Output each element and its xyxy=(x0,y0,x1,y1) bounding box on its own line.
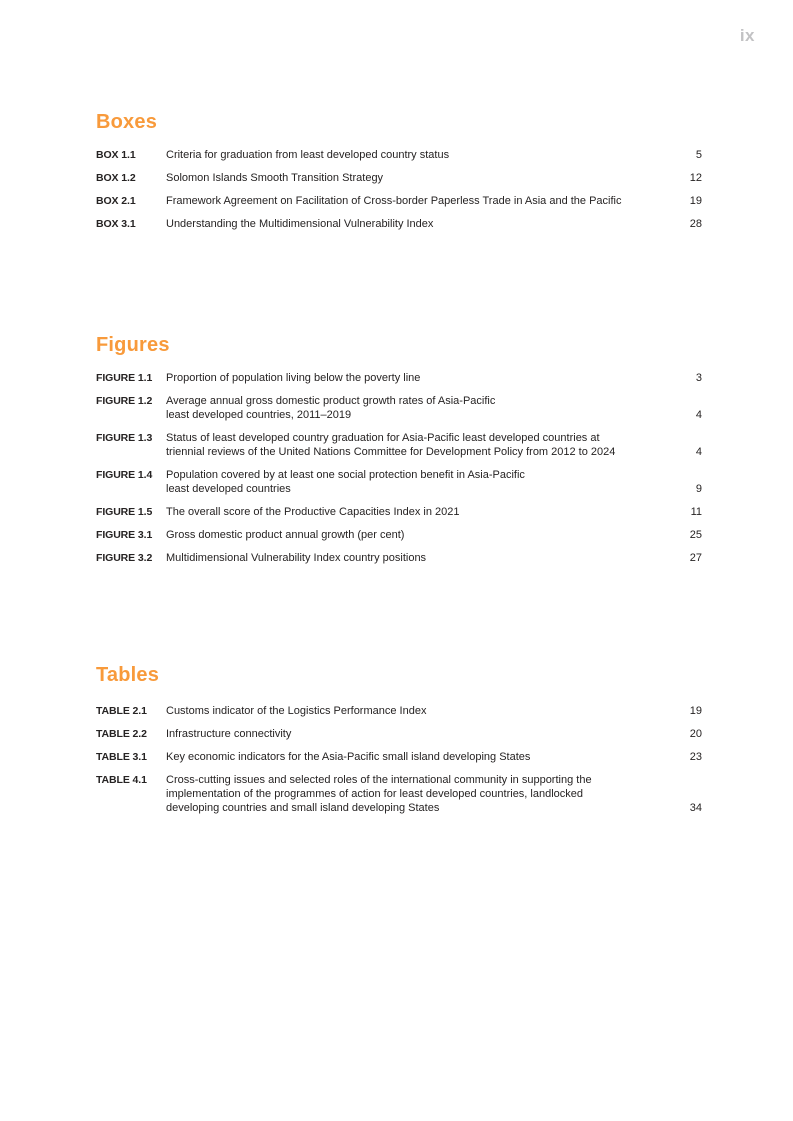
entry-title-line: least developed countries, 2011–2019 xyxy=(166,409,352,421)
entry-page-number: 25 xyxy=(689,529,702,541)
entry-title xyxy=(166,171,666,185)
entry-title-line: Solomon Islands Smooth Transition Strategy xyxy=(166,172,384,184)
entry-title xyxy=(166,551,666,565)
section-boxes xyxy=(96,112,702,231)
entry-page-number: 23 xyxy=(689,751,702,763)
entry-list xyxy=(96,148,702,231)
entry-title-line: Population covered by at least one social protection benefit in Asia-Pacific xyxy=(166,469,525,481)
entry-page-number: 28 xyxy=(689,218,702,230)
entry-title xyxy=(166,750,666,764)
toc-entry xyxy=(96,371,702,385)
entry-title-line: Understanding the Multidimensional Vulnerability Index xyxy=(166,218,434,230)
entry-page-number: 20 xyxy=(689,728,702,740)
entry-label: TABLE 2.1 xyxy=(96,705,147,717)
toc-entry xyxy=(96,394,702,422)
entry-title xyxy=(166,217,666,231)
entry-label: TABLE 2.2 xyxy=(96,728,147,740)
entry-page-number: 4 xyxy=(695,409,702,421)
entry-label: FIGURE 1.3 xyxy=(96,432,153,444)
entry-label: FIGURE 1.1 xyxy=(96,372,153,384)
entry-title xyxy=(166,371,666,385)
entry-label: FIGURE 3.2 xyxy=(96,552,153,564)
entry-page-number: 3 xyxy=(695,372,702,384)
entry-title-line: Average annual gross domestic product growth rates of Asia-Pacific xyxy=(166,395,496,407)
entry-title-line: The overall score of the Productive Capacities Index in 2021 xyxy=(166,506,460,518)
entry-label: TABLE 4.1 xyxy=(96,774,147,786)
entry-title xyxy=(166,468,666,496)
entry-label: FIGURE 1.4 xyxy=(96,469,153,481)
toc-entry xyxy=(96,171,702,185)
entry-title-line: developing countries and small island developing States xyxy=(166,802,440,814)
toc-entry xyxy=(96,431,702,459)
entry-title-line: Multidimensional Vulnerability Index country positions xyxy=(166,552,427,564)
entry-label: FIGURE 1.5 xyxy=(96,506,153,518)
entry-list xyxy=(96,704,702,815)
entry-title xyxy=(166,727,666,741)
entry-title xyxy=(166,505,666,519)
entry-title xyxy=(166,148,666,162)
entry-title-line: Customs indicator of the Logistics Performance Index xyxy=(166,705,427,717)
toc-entry xyxy=(96,727,702,741)
entry-title-line: Proportion of population living below the poverty line xyxy=(166,372,421,384)
entry-page-number: 11 xyxy=(690,506,702,518)
toc-entry xyxy=(96,194,702,208)
entry-title-line: implementation of the programmes of action for least developed countries, landlocked xyxy=(166,788,584,800)
entry-title xyxy=(166,394,666,422)
entry-title-line: triennial reviews of the United Nations Committee for Development Policy from 2012 to 2024 xyxy=(166,446,616,458)
page-number: ix xyxy=(739,26,755,45)
toc-entry xyxy=(96,148,702,162)
entry-title xyxy=(166,431,666,459)
entry-label: BOX 3.1 xyxy=(96,218,136,230)
toc-entry xyxy=(96,217,702,231)
entry-title-line: Infrastructure connectivity xyxy=(166,728,292,740)
toc-entry xyxy=(96,750,702,764)
entry-title-line: Gross domestic product annual growth (per cent) xyxy=(166,529,405,541)
toc-content xyxy=(96,0,702,824)
entry-title xyxy=(166,773,666,815)
toc-entry xyxy=(96,468,702,496)
entry-title-line: Criteria for graduation from least developed country status xyxy=(166,149,450,161)
entry-label: TABLE 3.1 xyxy=(96,751,147,763)
entry-title xyxy=(166,528,666,542)
entry-page-number: 4 xyxy=(695,446,702,458)
entry-list xyxy=(96,371,702,565)
entry-page-number: 19 xyxy=(689,195,702,207)
toc-entry xyxy=(96,505,702,519)
section-heading: Figures xyxy=(96,334,170,356)
entry-page-number: 5 xyxy=(695,149,702,161)
section-figures xyxy=(96,335,702,565)
toc-entry xyxy=(96,551,702,565)
entry-title-line: Key economic indicators for the Asia-Pacific small island developing States xyxy=(166,751,531,763)
toc-entry xyxy=(96,528,702,542)
entry-title-line: Status of least developed country graduation for Asia-Pacific least developed countries at xyxy=(166,432,600,444)
entry-title xyxy=(166,194,666,208)
section-heading: Tables xyxy=(96,664,160,686)
section-tables xyxy=(96,665,702,815)
entry-page-number: 9 xyxy=(695,483,702,495)
entry-title-line: Framework Agreement on Facilitation of Cross-border Paperless Trade in Asia and the Pacific xyxy=(166,195,622,207)
entry-title-line: Cross-cutting issues and selected roles of the international community in supporting the xyxy=(166,774,592,786)
entry-label: FIGURE 3.1 xyxy=(96,529,153,541)
entry-label: FIGURE 1.2 xyxy=(96,395,153,407)
entry-label: BOX 1.1 xyxy=(96,149,136,161)
toc-entry xyxy=(96,773,702,815)
entry-page-number: 19 xyxy=(689,705,702,717)
toc-entry xyxy=(96,704,702,718)
entry-title-line: least developed countries xyxy=(166,483,291,495)
entry-label: BOX 2.1 xyxy=(96,195,136,207)
entry-title xyxy=(166,704,666,718)
entry-label: BOX 1.2 xyxy=(96,172,136,184)
entry-page-number: 12 xyxy=(689,172,702,184)
section-heading: Boxes xyxy=(96,111,158,133)
entry-page-number: 27 xyxy=(689,552,702,564)
entry-page-number: 34 xyxy=(689,802,702,814)
